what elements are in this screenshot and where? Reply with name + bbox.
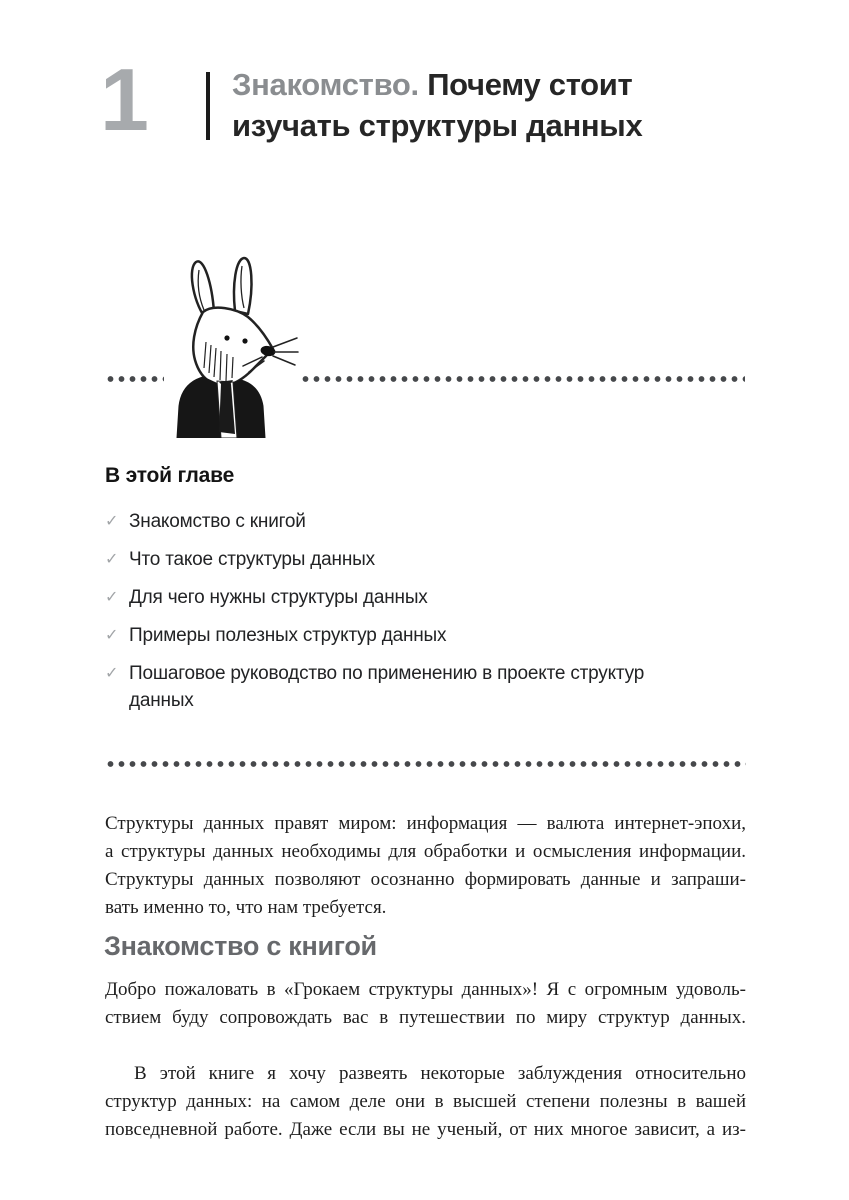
- chapter-topic-item: [105, 508, 745, 535]
- chapter-topics-list: [105, 508, 745, 714]
- chapter-topic-label: Знакомство с книгой: [129, 511, 306, 532]
- mouse-in-suit-illustration: [161, 254, 299, 438]
- intro-paragraph: [105, 810, 746, 922]
- chapter-topic-item: [105, 622, 745, 649]
- checkmark-icon: ✓: [105, 551, 119, 568]
- checkmark-icon: ✓: [105, 627, 119, 644]
- paragraph-line: [105, 1032, 746, 1060]
- in-this-chapter-heading: В этой главе: [105, 464, 235, 487]
- chapter-title-line-2: изучать структуры данных: [232, 108, 643, 143]
- dotted-divider-bottom: [105, 760, 746, 768]
- paragraph-line: В этой книге я хочу развеять некоторые заблуждения относительно: [134, 1063, 746, 1084]
- checkmark-icon: ✓: [105, 513, 119, 530]
- paragraph-line: структур данных: на самом деле они в высшей степени полезны в вашей: [105, 1091, 746, 1112]
- dotted-divider-top-right: [300, 375, 745, 383]
- chapter-topic-label: Для чего нужны структуры данных: [129, 587, 428, 608]
- chapter-topic-label: Пошаговое руководство по применению в проекте структур данных: [129, 663, 645, 711]
- paragraph-line: повседневной работе. Даже если вы не ученый, от них многое зависит, а из-: [105, 1119, 746, 1140]
- body-paragraph-2: [105, 1060, 746, 1144]
- checkmark-icon: ✓: [105, 589, 119, 606]
- chapter-topic-item: [105, 584, 745, 611]
- paragraph-line: Добро пожаловать в «Грокаем структуры данных»! Я с огромным удоволь-: [105, 979, 746, 1000]
- body-paragraph-1: [105, 976, 746, 1060]
- chapter-topic-item: [105, 660, 745, 714]
- chapter-topic-label: Что такое структуры данных: [129, 549, 375, 570]
- checkmark-icon: ✓: [105, 665, 119, 682]
- chapter-title-line-1: [232, 64, 642, 105]
- chapter-title-intro-word: Знакомство.: [232, 67, 419, 102]
- chapter-topic-item: [105, 546, 745, 573]
- chapter-title: [232, 64, 642, 146]
- paragraph-line: вать именно то, что нам требуется.: [105, 897, 387, 918]
- paragraph-line: Структуры данных позволяют осознанно формировать данные и запраши-: [105, 869, 746, 890]
- paragraph-line: ствием буду сопровождать вас в путешествии по миру структур данных.: [105, 1007, 746, 1028]
- chapter-topic-label: Примеры полезных структур данных: [129, 625, 447, 646]
- paragraph-line: Структуры данных правят миром: информация — валюта интернет-эпохи,: [105, 813, 746, 834]
- dotted-divider-top-left: [105, 375, 164, 383]
- in-this-chapter-section: [105, 461, 745, 725]
- section-body: [105, 976, 746, 1144]
- chapter-number: 1: [100, 50, 147, 149]
- paragraph-line: а структуры данных необходимы для обработки и осмысления информации.: [105, 841, 746, 862]
- title-divider-bar: [206, 72, 210, 140]
- chapter-title-main-part1: Почему стоит: [427, 67, 633, 102]
- section-heading: Знакомство с книгой: [104, 931, 377, 961]
